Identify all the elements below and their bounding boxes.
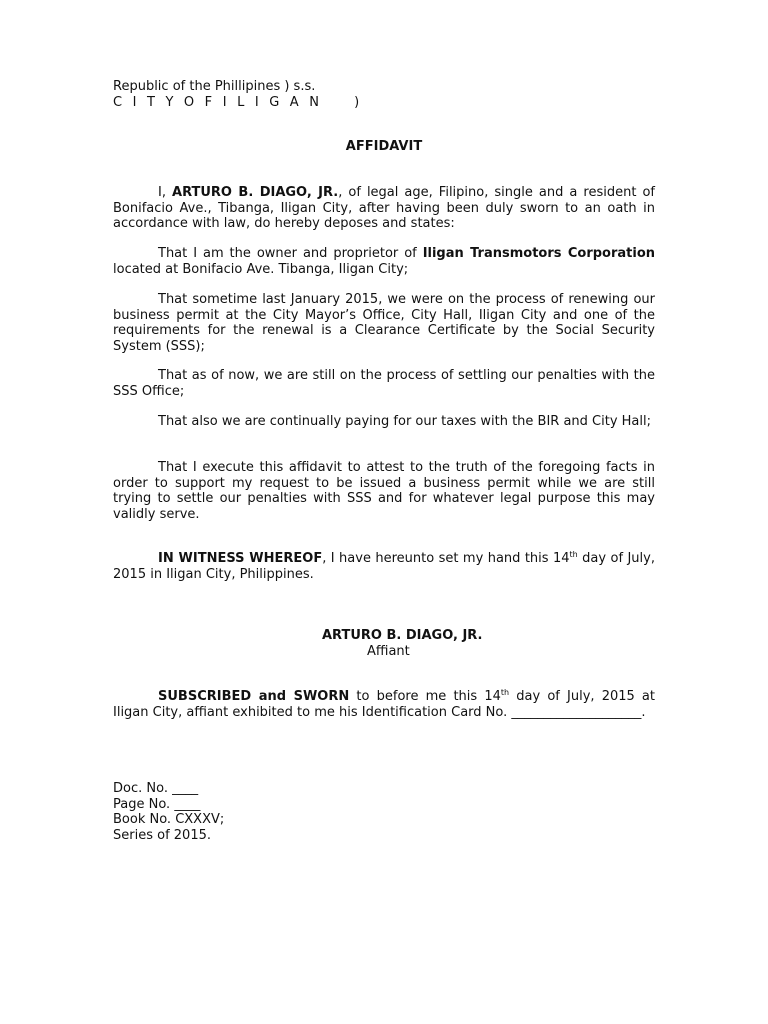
intro-prefix: I, <box>158 185 173 200</box>
witness-text-2: day of July, 2015 in Iligan City, Philippines. <box>113 551 655 582</box>
document-title-text: AFFIDAVIT <box>345 139 423 154</box>
notary-book-no: Book No. CXXXV; <box>113 812 225 827</box>
affiant-name: ARTURO B. DIAGO, JR. <box>322 628 483 643</box>
venue-city-paren: ) <box>354 94 360 110</box>
subscribed-ordinal: th <box>500 688 510 697</box>
notary-register-block <box>113 781 655 843</box>
venue-city-name: C I T Y O F I L I G A N <box>113 94 323 110</box>
notary-series: Series of 2015. <box>113 827 211 843</box>
intro-text: , of legal age, Filipino, single and a resident of Bonifacio Ave., Tibanga, Iligan City, after having been duly sworn to an oath in accordance with law, do hereby deposes and states: <box>113 185 655 231</box>
witness-heading: IN WITNESS WHEREOF <box>158 551 323 566</box>
company-name: Iligan Transmotors Corporation <box>422 246 656 261</box>
subscribed-text-2: day of July, 2015 at Iligan City, affiant exhibited to me his Identification Card No. ____________________. <box>113 689 655 720</box>
affiant-name-line <box>113 628 655 644</box>
venue-line-republic: Republic of the Phillipines ) s.s. <box>113 79 316 94</box>
notary-doc-no: Doc. No. ____ <box>113 781 199 796</box>
intro-paragraph <box>113 185 655 232</box>
venue-header <box>113 79 655 110</box>
document-title <box>113 139 655 155</box>
subscribed-text-1: to before me this 14 <box>349 689 501 704</box>
paragraph-penalties: That as of now, we are still on the process of settling our penalties with the SSS Office; <box>113 368 655 399</box>
affiant-signature-block <box>113 628 655 659</box>
intro-affiant-name: ARTURO B. DIAGO, JR. <box>172 185 339 200</box>
notary-page-no: Page No. ____ <box>113 796 201 812</box>
paragraph-permit-renewal: That sometime last January 2015, we were on the process of renewing our business permit at the City Mayor’s Office, City Hall, Iligan City and one of the requirements for the renewal is a Clearance Certificate by the Social Security System (SSS); <box>113 292 655 354</box>
ownership-prefix: That I am the owner and proprietor of <box>158 246 423 261</box>
ownership-suffix: located at Bonifacio Ave. Tibanga, Iligan City; <box>113 261 409 277</box>
paragraph-taxes: That also we are continually paying for our taxes with the BIR and City Hall; <box>158 414 652 429</box>
venue-line-city <box>113 95 655 111</box>
paragraph-ownership <box>113 246 655 277</box>
affiant-label: Affiant <box>367 643 410 659</box>
witness-text-1: , I have hereunto set my hand this 14 <box>322 551 570 566</box>
witness-ordinal: th <box>569 550 578 559</box>
paragraph-purpose: That I execute this affidavit to attest to the truth of the foregoing facts in order to support my request to be issued a business permit while we are still trying to settle our penalties with SSS and for whatever legal purpose this may validly serve. <box>113 460 655 522</box>
witness-paragraph <box>113 551 655 582</box>
subscribed-paragraph <box>113 689 655 720</box>
subscribed-heading: SUBSCRIBED and SWORN <box>158 689 350 704</box>
